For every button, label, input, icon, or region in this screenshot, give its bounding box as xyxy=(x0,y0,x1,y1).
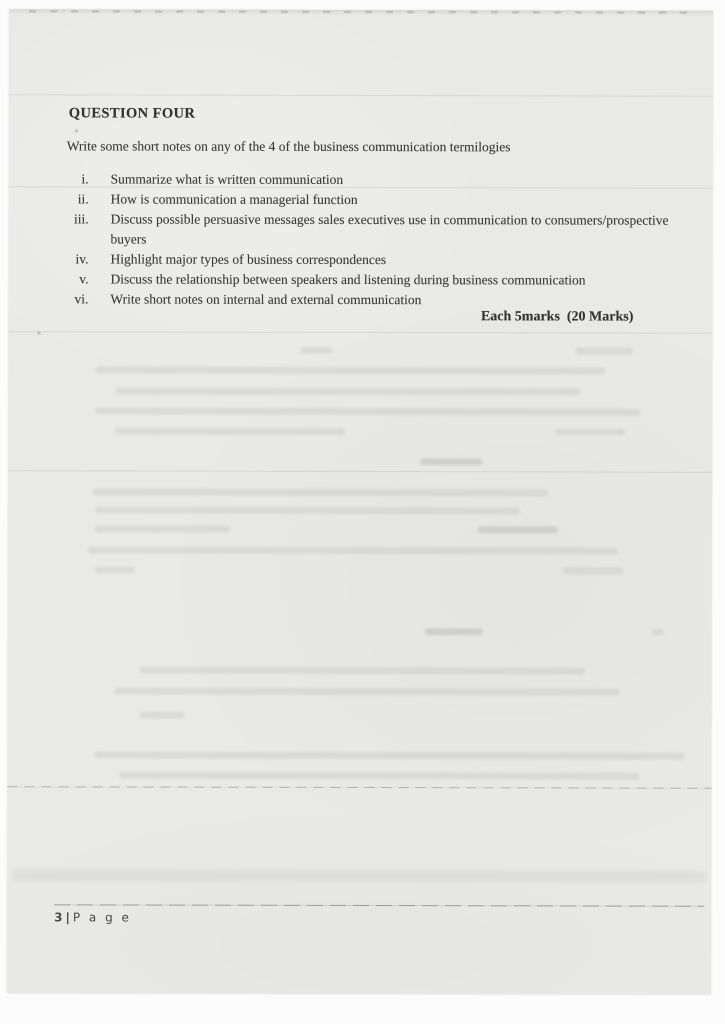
list-item-numeral: i. xyxy=(81,171,89,187)
list-item xyxy=(46,289,698,310)
stray-mark xyxy=(75,129,78,132)
bleed-through-line xyxy=(95,366,605,374)
list-item-text: Write short notes on internal and external communication xyxy=(110,291,422,308)
bleed-through-line xyxy=(94,751,684,759)
bleed-through-line xyxy=(555,428,625,435)
bleed-through-line xyxy=(563,567,623,574)
list-item-numeral: iii. xyxy=(73,211,89,227)
list-item xyxy=(47,209,699,250)
bleed-through-line xyxy=(115,427,345,434)
list-item-text: Discuss the relationship between speakers and listening during business communication xyxy=(110,271,586,288)
list-item xyxy=(46,249,698,270)
list-item-numeral: iv. xyxy=(75,251,89,267)
question-list xyxy=(46,169,698,310)
list-item-text: Highlight major types of business correspondences xyxy=(110,251,387,268)
list-item-numeral: v. xyxy=(79,271,89,287)
bleed-through-line xyxy=(115,687,620,695)
list-item-text: Summarize what is written communication xyxy=(110,171,344,187)
list-item-text: Discuss possible persuasive messages sales executives use in communication to consumers/prospective buyers xyxy=(110,211,669,247)
bleed-through-line xyxy=(420,458,482,465)
list-item-text: How is communication a managerial function xyxy=(110,191,358,207)
marks-note: Each 5marks (20 Marks) xyxy=(480,309,634,325)
list-item xyxy=(47,189,699,210)
bleed-through-line xyxy=(140,667,585,675)
question-intro: Write some short notes on any of the 4 of the business communication termilogies xyxy=(66,138,511,155)
scanned-page xyxy=(7,9,713,994)
list-item xyxy=(47,169,699,190)
bleed-through-line xyxy=(95,566,135,573)
bleed-through-line xyxy=(119,771,639,779)
bleed-through-line xyxy=(300,347,332,354)
bleed-through-line xyxy=(95,506,520,514)
footer-rule xyxy=(54,904,704,906)
bleed-through-line xyxy=(425,628,483,635)
footer-page-label: P a g e xyxy=(72,910,132,925)
bleed-through-line xyxy=(88,546,618,554)
list-item-numeral: vi. xyxy=(74,291,89,307)
stray-mark xyxy=(37,331,40,334)
scan-artifact-line xyxy=(8,470,712,472)
scan-artifact-line xyxy=(8,331,712,333)
bleed-through-band xyxy=(12,869,706,882)
question-heading: QUESTION FOUR xyxy=(68,105,196,122)
bleed-through-line xyxy=(575,347,633,354)
bleed-through-line xyxy=(93,488,548,496)
list-item-numeral: ii. xyxy=(77,191,89,207)
bleed-through-line xyxy=(652,629,664,636)
list-item xyxy=(46,269,698,290)
scan-artifact-line xyxy=(9,94,713,96)
bleed-through-line xyxy=(95,407,640,415)
bleed-through-line xyxy=(115,387,580,395)
bleed-through-line xyxy=(140,712,185,719)
page-footer xyxy=(54,910,131,924)
scan-artifact-line-dashed xyxy=(7,786,711,788)
page-number: 3 xyxy=(54,910,64,925)
bleed-through-line xyxy=(95,525,230,532)
footer-separator: | xyxy=(65,910,70,925)
bleed-through-line xyxy=(478,526,558,533)
